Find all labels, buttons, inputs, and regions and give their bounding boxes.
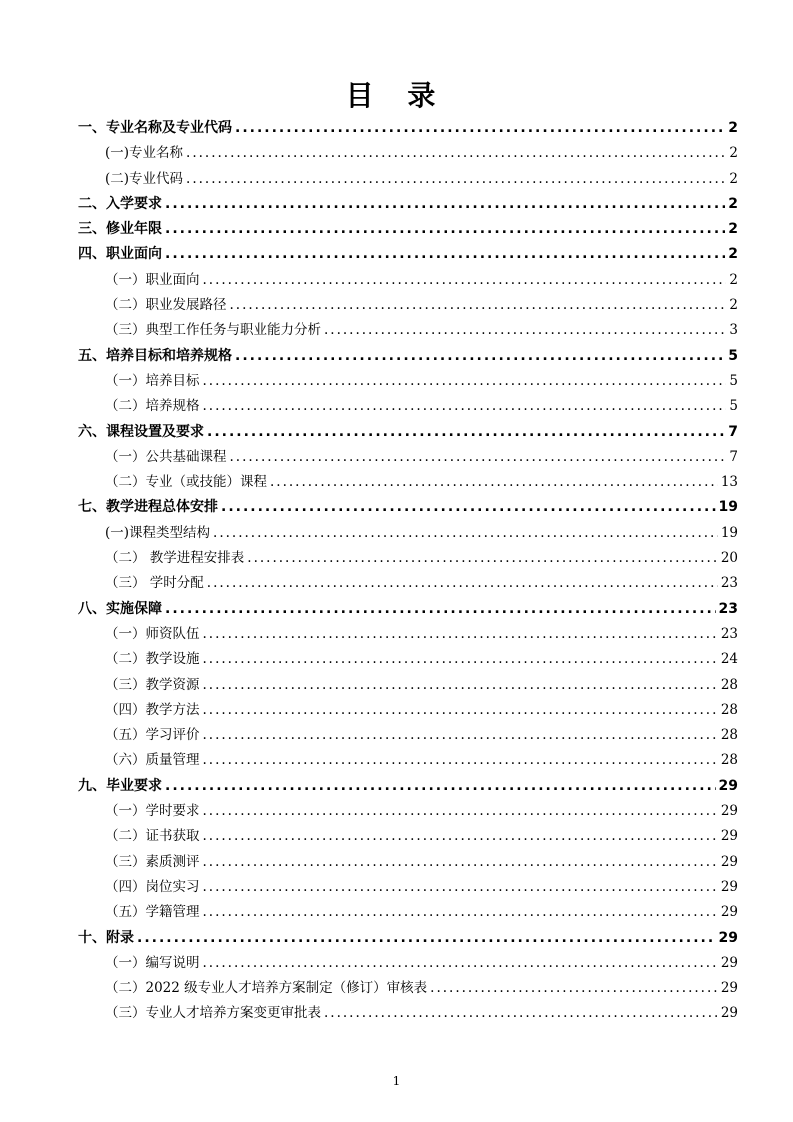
toc-entry-page-number: 29 bbox=[720, 853, 738, 870]
toc-entry-label: （三） 学时分配 bbox=[105, 575, 204, 592]
toc-entry-label: （二）证书获取 bbox=[105, 828, 200, 845]
toc-entry-label: 二、入学要求 bbox=[78, 195, 162, 212]
dot-leader bbox=[324, 318, 726, 343]
dot-leader bbox=[235, 344, 725, 369]
toc-entry-page-number: 2 bbox=[728, 246, 738, 263]
toc-section-entry[interactable] bbox=[78, 420, 738, 445]
toc-subsection-entry[interactable] bbox=[78, 546, 738, 571]
dot-leader bbox=[270, 470, 718, 495]
toc-subsection-entry[interactable] bbox=[78, 900, 738, 925]
table-of-contents bbox=[78, 116, 738, 1027]
toc-entry-page-number: 29 bbox=[720, 904, 738, 921]
dot-leader bbox=[203, 723, 718, 748]
toc-subsection-entry[interactable] bbox=[78, 445, 738, 470]
toc-entry-page-number: 28 bbox=[720, 701, 738, 718]
dot-leader bbox=[230, 445, 727, 470]
toc-entry-label: （二）职业发展路径 bbox=[105, 297, 227, 314]
toc-entry-label: （一）公共基础课程 bbox=[105, 448, 227, 465]
toc-entry-label: （六）质量管理 bbox=[105, 752, 200, 769]
toc-subsection-entry[interactable] bbox=[78, 369, 738, 394]
dot-leader bbox=[203, 394, 727, 419]
toc-section-entry[interactable] bbox=[78, 597, 738, 622]
toc-subsection-entry[interactable] bbox=[78, 723, 738, 748]
toc-entry-label: （三）教学资源 bbox=[105, 676, 200, 693]
toc-entry-label: 四、职业面向 bbox=[78, 246, 162, 263]
toc-section-entry[interactable] bbox=[78, 495, 738, 520]
toc-subsection-entry[interactable] bbox=[78, 268, 738, 293]
toc-entry-page-number: 28 bbox=[720, 727, 738, 744]
toc-section-entry[interactable] bbox=[78, 217, 738, 242]
toc-entry-page-number: 29 bbox=[720, 980, 738, 997]
toc-entry-label: （四）岗位实习 bbox=[105, 878, 200, 895]
dot-leader bbox=[165, 774, 716, 799]
toc-entry-label: （一）学时要求 bbox=[105, 803, 200, 820]
toc-entry-page-number: 23 bbox=[720, 575, 738, 592]
toc-entry-page-number: 29 bbox=[720, 1005, 738, 1022]
toc-subsection-entry[interactable] bbox=[78, 571, 738, 596]
dot-leader bbox=[213, 521, 718, 546]
toc-subsection-entry[interactable] bbox=[78, 799, 738, 824]
toc-entry-label: （一）师资队伍 bbox=[105, 625, 200, 642]
toc-entry-page-number: 29 bbox=[720, 878, 738, 895]
toc-subsection-entry[interactable] bbox=[78, 394, 738, 419]
toc-entry-label: 八、实施保障 bbox=[78, 600, 162, 617]
toc-entry-page-number: 29 bbox=[720, 828, 738, 845]
toc-entry-label: （二）教学设施 bbox=[105, 651, 200, 668]
dot-leader bbox=[165, 192, 725, 217]
toc-entry-page-number: 29 bbox=[720, 803, 738, 820]
toc-entry-label: （一）编写说明 bbox=[105, 954, 200, 971]
toc-entry-label: （二）专业（或技能）课程 bbox=[105, 474, 267, 491]
toc-subsection-entry[interactable] bbox=[78, 824, 738, 849]
toc-section-entry[interactable] bbox=[78, 774, 738, 799]
toc-subsection-entry[interactable] bbox=[78, 141, 738, 166]
toc-entry-label: 一、专业名称及专业代码 bbox=[78, 120, 232, 136]
toc-subsection-entry[interactable] bbox=[78, 622, 738, 647]
toc-section-entry[interactable] bbox=[78, 116, 738, 141]
toc-subsection-entry[interactable] bbox=[78, 1001, 738, 1026]
toc-entry-page-number: 7 bbox=[729, 448, 738, 465]
dot-leader bbox=[165, 217, 725, 242]
toc-section-entry[interactable] bbox=[78, 926, 738, 951]
toc-entry-label: 五、培养目标和培养规格 bbox=[78, 347, 232, 364]
dot-leader bbox=[186, 167, 726, 192]
toc-entry-label: （三）专业人才培养方案变更审批表 bbox=[105, 1005, 321, 1022]
toc-entry-page-number: 28 bbox=[720, 676, 738, 693]
toc-subsection-entry[interactable] bbox=[78, 748, 738, 773]
toc-section-entry[interactable] bbox=[78, 192, 738, 217]
toc-entry-page-number: 24 bbox=[720, 651, 738, 668]
toc-subsection-entry[interactable] bbox=[78, 521, 738, 546]
toc-entry-page-number: 2 bbox=[728, 195, 738, 212]
dot-leader bbox=[137, 926, 716, 951]
dot-leader bbox=[247, 546, 718, 571]
toc-subsection-entry[interactable] bbox=[78, 673, 738, 698]
toc-subsection-entry[interactable] bbox=[78, 167, 738, 192]
dot-leader bbox=[235, 116, 725, 141]
dot-leader bbox=[203, 622, 718, 647]
dot-leader bbox=[207, 420, 725, 445]
dot-leader bbox=[203, 673, 718, 698]
dot-leader bbox=[221, 495, 716, 520]
dot-leader bbox=[165, 597, 716, 622]
toc-entry-page-number: 28 bbox=[720, 752, 738, 769]
toc-entry-page-number: 2 bbox=[729, 170, 738, 187]
toc-entry-label: （五）学习评价 bbox=[105, 727, 200, 744]
toc-entry-label: （二） 教学进程安排表 bbox=[105, 550, 245, 567]
dot-leader bbox=[203, 698, 718, 723]
toc-entry-label: （五）学籍管理 bbox=[105, 904, 200, 921]
dot-leader bbox=[203, 951, 718, 976]
dot-leader bbox=[230, 293, 727, 318]
dot-leader bbox=[203, 647, 718, 672]
toc-subsection-entry[interactable] bbox=[78, 470, 738, 495]
toc-subsection-entry[interactable] bbox=[78, 875, 738, 900]
toc-entry-label: （二）2022 级专业人才培养方案制定（修订）审核表 bbox=[105, 980, 428, 997]
dot-leader bbox=[203, 268, 727, 293]
toc-entry-page-number: 23 bbox=[718, 600, 738, 617]
toc-section-entry[interactable] bbox=[78, 344, 738, 369]
toc-subsection-entry[interactable] bbox=[78, 976, 738, 1001]
toc-subsection-entry[interactable] bbox=[78, 647, 738, 672]
toc-entry-label: （二）培养规格 bbox=[105, 398, 200, 415]
toc-subsection-entry[interactable] bbox=[78, 850, 738, 875]
dot-leader bbox=[165, 242, 725, 267]
toc-entry-label: (一)课程类型结构 bbox=[105, 524, 211, 541]
toc-entry-page-number: 7 bbox=[728, 423, 738, 440]
dot-leader bbox=[203, 748, 718, 773]
toc-entry-label: （四）教学方法 bbox=[105, 701, 200, 718]
toc-entry-label: （三）素质测评 bbox=[105, 853, 200, 870]
toc-entry-label: 九、毕业要求 bbox=[78, 777, 162, 794]
toc-entry-page-number: 3 bbox=[729, 322, 738, 339]
dot-leader bbox=[203, 875, 718, 900]
toc-subsection-entry[interactable] bbox=[78, 293, 738, 318]
dot-leader bbox=[203, 799, 718, 824]
toc-entry-label: 六、课程设置及要求 bbox=[78, 423, 204, 440]
toc-entry-page-number: 5 bbox=[729, 372, 738, 389]
toc-entry-label: (二)专业代码 bbox=[105, 170, 184, 187]
toc-entry-page-number: 2 bbox=[729, 145, 738, 162]
toc-entry-page-number: 2 bbox=[729, 297, 738, 314]
toc-entry-page-number: 29 bbox=[720, 954, 738, 971]
page-title: 目 录 bbox=[345, 79, 448, 112]
dot-leader bbox=[203, 850, 718, 875]
toc-entry-page-number: 20 bbox=[720, 550, 738, 567]
toc-section-entry[interactable] bbox=[78, 242, 738, 267]
dot-leader bbox=[203, 824, 718, 849]
toc-entry-page-number: 2 bbox=[728, 221, 738, 238]
toc-entry-label: (一)专业名称 bbox=[105, 145, 184, 162]
dot-leader bbox=[186, 141, 726, 166]
toc-entry-page-number: 13 bbox=[720, 474, 738, 491]
toc-entry-page-number: 29 bbox=[718, 777, 738, 794]
dot-leader bbox=[203, 369, 727, 394]
toc-entry-label: （一）培养目标 bbox=[105, 372, 200, 389]
toc-subsection-entry[interactable] bbox=[78, 951, 738, 976]
toc-entry-label: （一）职业面向 bbox=[105, 271, 200, 288]
toc-entry-page-number: 19 bbox=[720, 524, 738, 541]
dot-leader bbox=[324, 1001, 718, 1026]
toc-subsection-entry[interactable] bbox=[78, 318, 738, 343]
toc-entry-page-number: 23 bbox=[720, 625, 738, 642]
toc-entry-label: 十、附录 bbox=[78, 929, 134, 946]
toc-entry-label: 三、修业年限 bbox=[78, 221, 162, 238]
dot-leader bbox=[207, 571, 718, 596]
page-number: 1 bbox=[392, 1074, 401, 1088]
toc-entry-page-number: 5 bbox=[728, 347, 738, 364]
toc-entry-label: （三）典型工作任务与职业能力分析 bbox=[105, 322, 321, 339]
toc-entry-label: 七、教学进程总体安排 bbox=[78, 499, 218, 516]
toc-subsection-entry[interactable] bbox=[78, 698, 738, 723]
dot-leader bbox=[203, 900, 718, 925]
toc-entry-page-number: 19 bbox=[718, 499, 738, 516]
toc-entry-page-number: 2 bbox=[729, 271, 738, 288]
toc-entry-page-number: 2 bbox=[728, 120, 738, 136]
toc-entry-page-number: 5 bbox=[729, 398, 738, 415]
dot-leader bbox=[430, 976, 718, 1001]
toc-entry-page-number: 29 bbox=[718, 929, 738, 946]
